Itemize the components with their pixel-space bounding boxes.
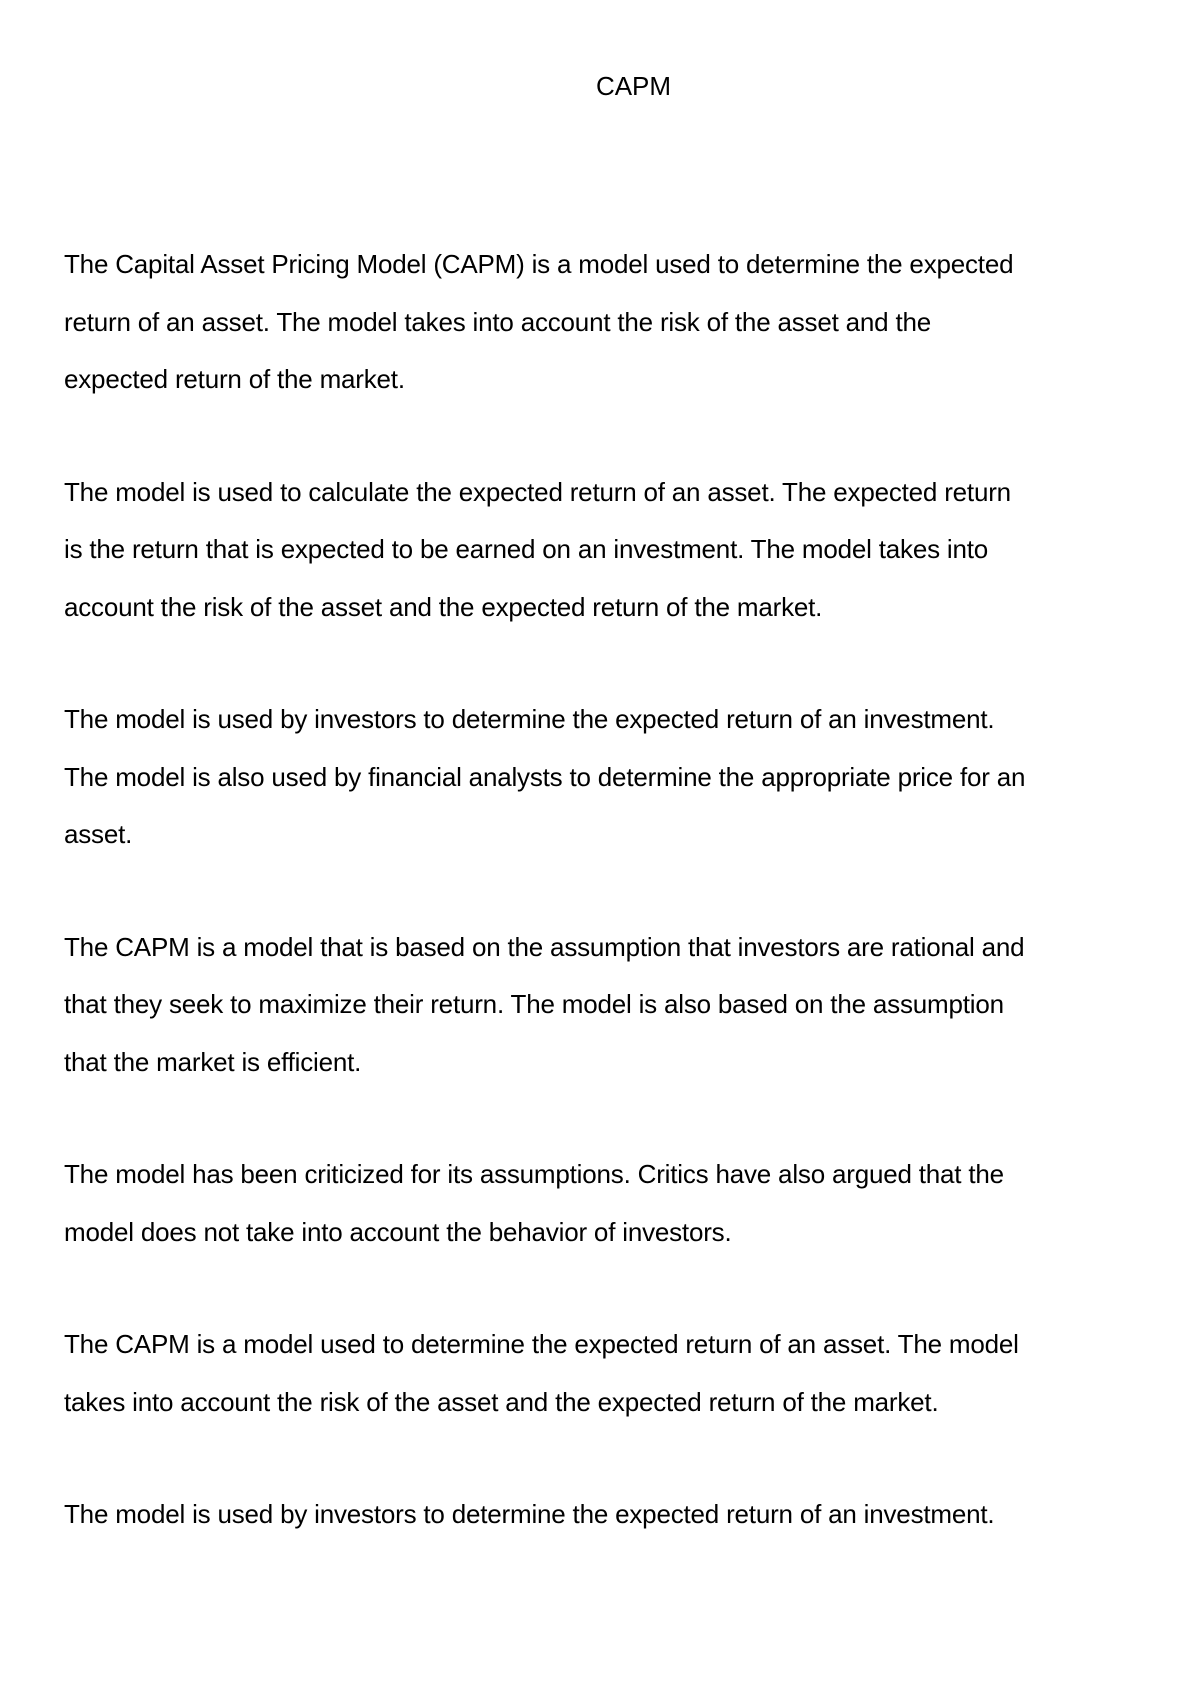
text-line: The model is used to calculate the expected return of an asset. The expected return: [64, 476, 1011, 507]
paragraph: [64, 1146, 1144, 1261]
text-line: The model is also used by financial analysts to determine the appropriate price for an: [64, 761, 1026, 792]
text-line: that they seek to maximize their return. The model is also based on the assumption: [64, 989, 1004, 1019]
paragraph: [64, 919, 1144, 1092]
text-line: takes into account the risk of the asset and the expected return of the market.: [64, 1386, 939, 1417]
text-line: model does not take into account the behavior of investors.: [64, 1216, 732, 1247]
text-line: The Capital Asset Pricing Model (CAPM) is a model used to determine the expected: [64, 249, 1014, 279]
text-line: expected return of the market.: [64, 364, 405, 394]
paragraph: [64, 691, 1144, 864]
text-line: The CAPM is a model used to determine the expected return of an asset. The model: [64, 1329, 1019, 1359]
paragraph: [64, 1316, 1144, 1431]
text-line: The model has been criticized for its assumptions. Critics have also argued that the: [64, 1159, 1004, 1189]
paragraph: [64, 1486, 1144, 1544]
paragraph: [64, 464, 1144, 637]
text-line: The model is used by investors to determine the expected return of an investment.: [64, 1499, 995, 1529]
paragraph: [64, 236, 1144, 409]
text-line: is the return that is expected to be earned on an investment. The model takes into: [64, 534, 989, 564]
text-line: account the risk of the asset and the expected return of the market.: [64, 591, 823, 622]
text-line: return of an asset. The model takes into account the risk of the asset and the: [64, 306, 931, 337]
text-line: The model is used by investors to determine the expected return of an investment.: [64, 704, 995, 734]
text-line: The CAPM is a model that is based on the assumption that investors are rational and: [64, 931, 1025, 962]
document-title: CAPM: [595, 71, 672, 101]
text-line: asset.: [64, 819, 133, 849]
document-body: [64, 236, 1144, 1599]
text-line: that the market is efficient.: [64, 1046, 362, 1077]
